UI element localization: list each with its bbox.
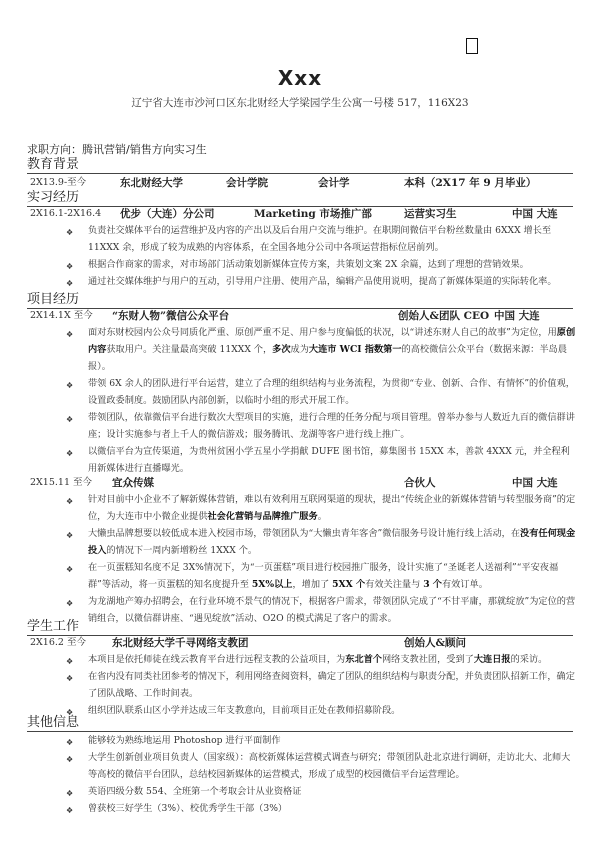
section-internship: 实习经历 (27, 190, 573, 207)
project-1-role: 创始人&团队 CEO (398, 310, 490, 322)
project-2-row (0, 476, 600, 490)
bullet-icon: ❖ (66, 531, 74, 540)
section-student-work: 学生工作 (27, 619, 573, 636)
photo-placeholder (466, 38, 478, 54)
bullet-icon: ❖ (66, 415, 74, 424)
project-2-bullet-4: 为龙湖地产筹办招聘会，在行业环境不景气的情况下，根据客户需求，带领团队完成了“不甘平庸，那就绽放”为定位的营销组合，以微信群讲座、“遇见绽放”活动、O2O 的模式满足了客户的需求。 (88, 596, 576, 624)
project-2-name: 宜众传媒 (112, 477, 154, 489)
student-work-bullet-1: 本项目是依托师徒在线云教育平台进行远程支教的公益项目，为东北首个网络支教社团，受到了大连日报的采访。 (88, 654, 548, 665)
project-1-bullet-2: 带领 6X 余人的团队进行平台运营，建立了合理的组织结构与业务流程，为贯彻“专业、创新、合作、有情怀”的价值观，设置政委制度。鼓励团队内部创新，以临时小组的形式开展工作。 (88, 378, 575, 406)
internship-dept: Marketing 市场推广部 (254, 208, 372, 220)
education-row (0, 176, 600, 190)
other-bullet-1: 能够较为熟练地运用 Photoshop 进行平面制作 (88, 735, 281, 746)
project-2-date: 2X15.11 至今 (30, 477, 93, 488)
section-projects: 项目经历 (27, 292, 573, 309)
internship-role: 运营实习生 (404, 208, 457, 220)
bullet-icon: ❖ (66, 279, 74, 288)
bullet-icon: ❖ (66, 381, 74, 390)
bullet-icon: ❖ (66, 657, 74, 666)
job-objective: 求职方向：腾讯营销/销售方向实习生 (27, 143, 207, 156)
project-2-bullet-1: 针对目前中小企业不了解新媒体营销，难以有效利用互联网渠道的现状，提出“传统企业的新媒体营销与转型服务商”的定位，为大连市中小微企业提供社会化营销与品牌推广服务。 (88, 494, 576, 522)
student-work-bullet-3: 组织团队联系山区小学并达成三年支教意向，目前项目正处在教师招募阶段。 (88, 705, 401, 716)
candidate-name: Xxx (277, 66, 323, 90)
bullet-icon: ❖ (66, 789, 74, 798)
project-1-date: 2X14.1X 至今 (30, 310, 93, 321)
bullet-icon: ❖ (66, 708, 74, 717)
bullet-icon: ❖ (66, 599, 74, 608)
education-school: 东北财经大学 (120, 177, 183, 189)
internship-date: 2X16.1-2X16.4 (30, 208, 102, 219)
student-work-org: 东北财经大学千寻网络支教团 (112, 637, 249, 649)
address: 辽宁省大连市沙河口区东北财经大学梁园学生公寓一号楼 517，116X23 (131, 97, 469, 109)
project-1-location: 中国 大连 (494, 310, 540, 322)
bullet-icon: ❖ (66, 228, 74, 237)
project-1-bullet-3: 带领团队，依靠微信平台进行数次大型项目的实施，进行合理的任务分配与项目管理。曾举办参与人数近九百的微信群讲座；设计实施参与者上千人的微信游戏；服务腾讯、龙湖等客户进行线上推广。 (88, 412, 575, 440)
project-1-name: “东财人物”微信公众平台 (112, 310, 230, 322)
project-2-bullet-2: 大懒虫品牌想要以较低成本进入校园市场，带领团队为“大懒虫青年客舍”微信服务号设计施行线上活动，在没有任何现金投入的情况下一周内新增粉丝 1XXX 个。 (88, 528, 576, 556)
student-work-role: 创始人&顾问 (404, 637, 466, 649)
internship-bullet-1: 负责社交媒体平台的运营维护及内容的产出以及后台用户交流与维护。在职期间微信平台粉丝数量由 6XXX 增长至 11XXX 余，形成了较为成熟的内容体系，在全国各地分公司中各项运营指标位居前列。 (88, 225, 552, 253)
education-major: 会计学 (318, 177, 350, 189)
bullet-icon: ❖ (66, 497, 74, 506)
other-bullet-3: 英语四级分数 554、全班第一个考取会计从业资格证 (88, 786, 302, 797)
internship-location: 中国 大连 (512, 208, 558, 220)
education-date: 2X13.9-至今 (30, 177, 87, 188)
bullet-icon: ❖ (66, 738, 74, 747)
student-work-bullet-2: 在省内没有同类社团参考的情况下，利用网络查阅资料，确定了团队的组织结构与职责分配，并负责团队招新工作，确定了团队战略、工作时间表。 (88, 671, 575, 699)
bullet-icon: ❖ (66, 449, 74, 458)
bullet-icon: ❖ (66, 262, 74, 271)
bullet-icon: ❖ (66, 330, 74, 339)
internship-bullet-3: 通过社交媒体维护与用户的互动，引导用户注册、使用产品，编辑产品使用说明，提高了新媒体渠道的实际转化率。 (88, 276, 557, 287)
internship-company: 优步（大连）分公司 (120, 208, 215, 220)
bullet-icon: ❖ (66, 806, 74, 815)
project-1-bullet-4: 以微信平台为宣传渠道，为贵州贫困小学五星小学捐献 DUFE 图书馆，募集图书 15XX 本，善款 4XXX 元，并全程利用新媒体进行直播曝光。 (88, 446, 570, 474)
education-college: 会计学院 (226, 177, 268, 189)
section-education: 教育背景 (27, 157, 573, 174)
education-degree: 本科（2X17 年 9 月毕业） (404, 177, 537, 189)
project-2-bullet-3: 在一页蛋糕知名度不足 3X%情况下，为“一页蛋糕”项目进行校园推广服务，设计实施了“圣诞老人送福利”“平安夜福群”等活动，将一页蛋糕的知名度提升至 5X%以上，增加了 5XX 个有效关注量与 3 个有效订单。 (88, 562, 559, 590)
project-2-location: 中国 大连 (512, 477, 558, 489)
other-bullet-4: 曾获校三好学生（3%）、校优秀学生干部（3%） (88, 803, 288, 814)
project-1-bullet-1: 面对东财校园内公众号同质化严重、原创严重不足、用户参与度偏低的状况，以“讲述东财人自己的故事”为定位，用原创内容获取用户。关注量最高突破 11XXX 个，多次成为大连市 WCI 指数第一的高校微信公众平台（数据来源：半岛晨报）。 (88, 327, 576, 372)
bullet-icon: ❖ (66, 755, 74, 764)
bullet-icon: ❖ (66, 674, 74, 683)
other-bullet-2: 大学生创新创业项目负责人（国家级）：高校新媒体运营模式调查与研究；带领团队赴北京进行调研，走访北大、北师大等高校的微信平台团队，总结校园新媒体的运营模式，形成了成型的校园微信平台运营理论。 (88, 752, 571, 780)
internship-row (0, 207, 600, 221)
project-2-role: 合伙人 (404, 477, 436, 489)
section-other: 其他信息 (27, 715, 573, 732)
project-1-row (0, 309, 600, 323)
bullet-icon: ❖ (66, 565, 74, 574)
internship-bullet-2: 根据合作商家的需求，对市场部门活动策划新媒体宣传方案，共策划文案 2X 余篇，达到了理想的营销效果。 (88, 259, 529, 270)
student-work-date: 2X16.2 至今 (30, 637, 86, 648)
student-work-row (0, 636, 600, 650)
